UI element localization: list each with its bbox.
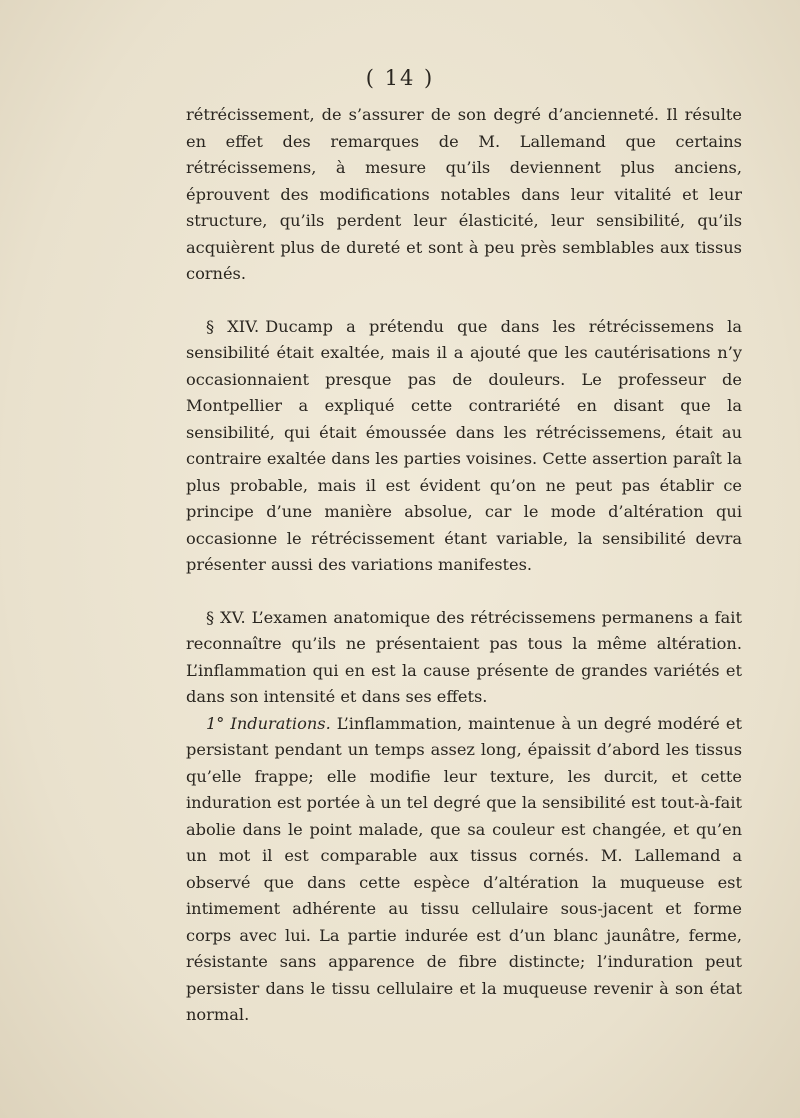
page-body <box>186 102 742 1029</box>
paragraph-section-xv <box>186 605 742 711</box>
indurations-text: L’inflammation, maintenue à un degré modéré et persistant pendant un temps assez long, épaissit d’abord les tissus qu’elle frappe; elle modifie leur texture, les durcit, et cette induration est portée à un tel degré que la sensibilité est tout-à-fait abolie dans le point malade, que sa couleur est changée, et qu’en un mot il est comparable aux tissus cornés. M. Lallemand a observé que dans cette espèce d’altération la muqueuse est intimement adhérente au tissu cellulaire sous-jacent et forme corps avec lui. La partie indurée est d’un blanc jaunâtre, ferme, résistante sans apparence de fibre distincte; l’induration peut persister dans le tissu cellulaire et la muqueuse revenir à son état normal. <box>186 713 743 1024</box>
page-number: ( 14 ) <box>365 66 435 90</box>
section-xv-text: L’examen anatomique des rétrécissemens permanens a fait reconnaître qu’ils ne présentaient pas tous la même altération. L’inflammation qui en est la cause présente de grandes variétés et dans son intensité et dans ses effets. <box>186 607 742 706</box>
paragraph-gap <box>186 579 742 605</box>
section-label-xv: § XV. <box>206 607 246 627</box>
section-label-xiv: § XIV. <box>206 316 260 336</box>
paragraph-1: rétrécissement, de s’assurer de son degré d’ancienneté. Il résulte en effet des remarques de M. Lallemand que certains rétrécissemens, à mesure qu’ils deviennent plus anciens, éprouvent des modifications notables dans leur vitalité et leur structure, qu’ils perdent leur élasticité, leur sensibilité, qu’ils acquièrent plus de dureté et sont à peu près semblables aux tissus cornés. <box>186 105 742 283</box>
paragraph-section-xiv <box>186 314 742 579</box>
paragraph-gap <box>186 288 742 314</box>
section-xiv-text: Ducamp a prétendu que dans les rétrécissemens la sensibilité était exaltée, mais il a ajouté que les cautérisations n’y occasionnaient presque pas de douleurs. Le professeur de Montpellier a expliqué cette contrariété en disant que la sensibilité, qui était émoussée dans les rétrécissemens, était au contraire exaltée dans les parties voisines. Cette assertion paraît la plus probable, mais il est évident qu’on ne peut pas établir ce principe d’une manière absolue, car le mode d’altération qui occasionne le rétrécissement étant variable, la sensibilité devra présenter aussi des variations manifestes. <box>186 316 742 574</box>
indurations-heading: 1° Indurations. <box>206 713 331 733</box>
paragraph-indurations <box>186 711 742 1029</box>
